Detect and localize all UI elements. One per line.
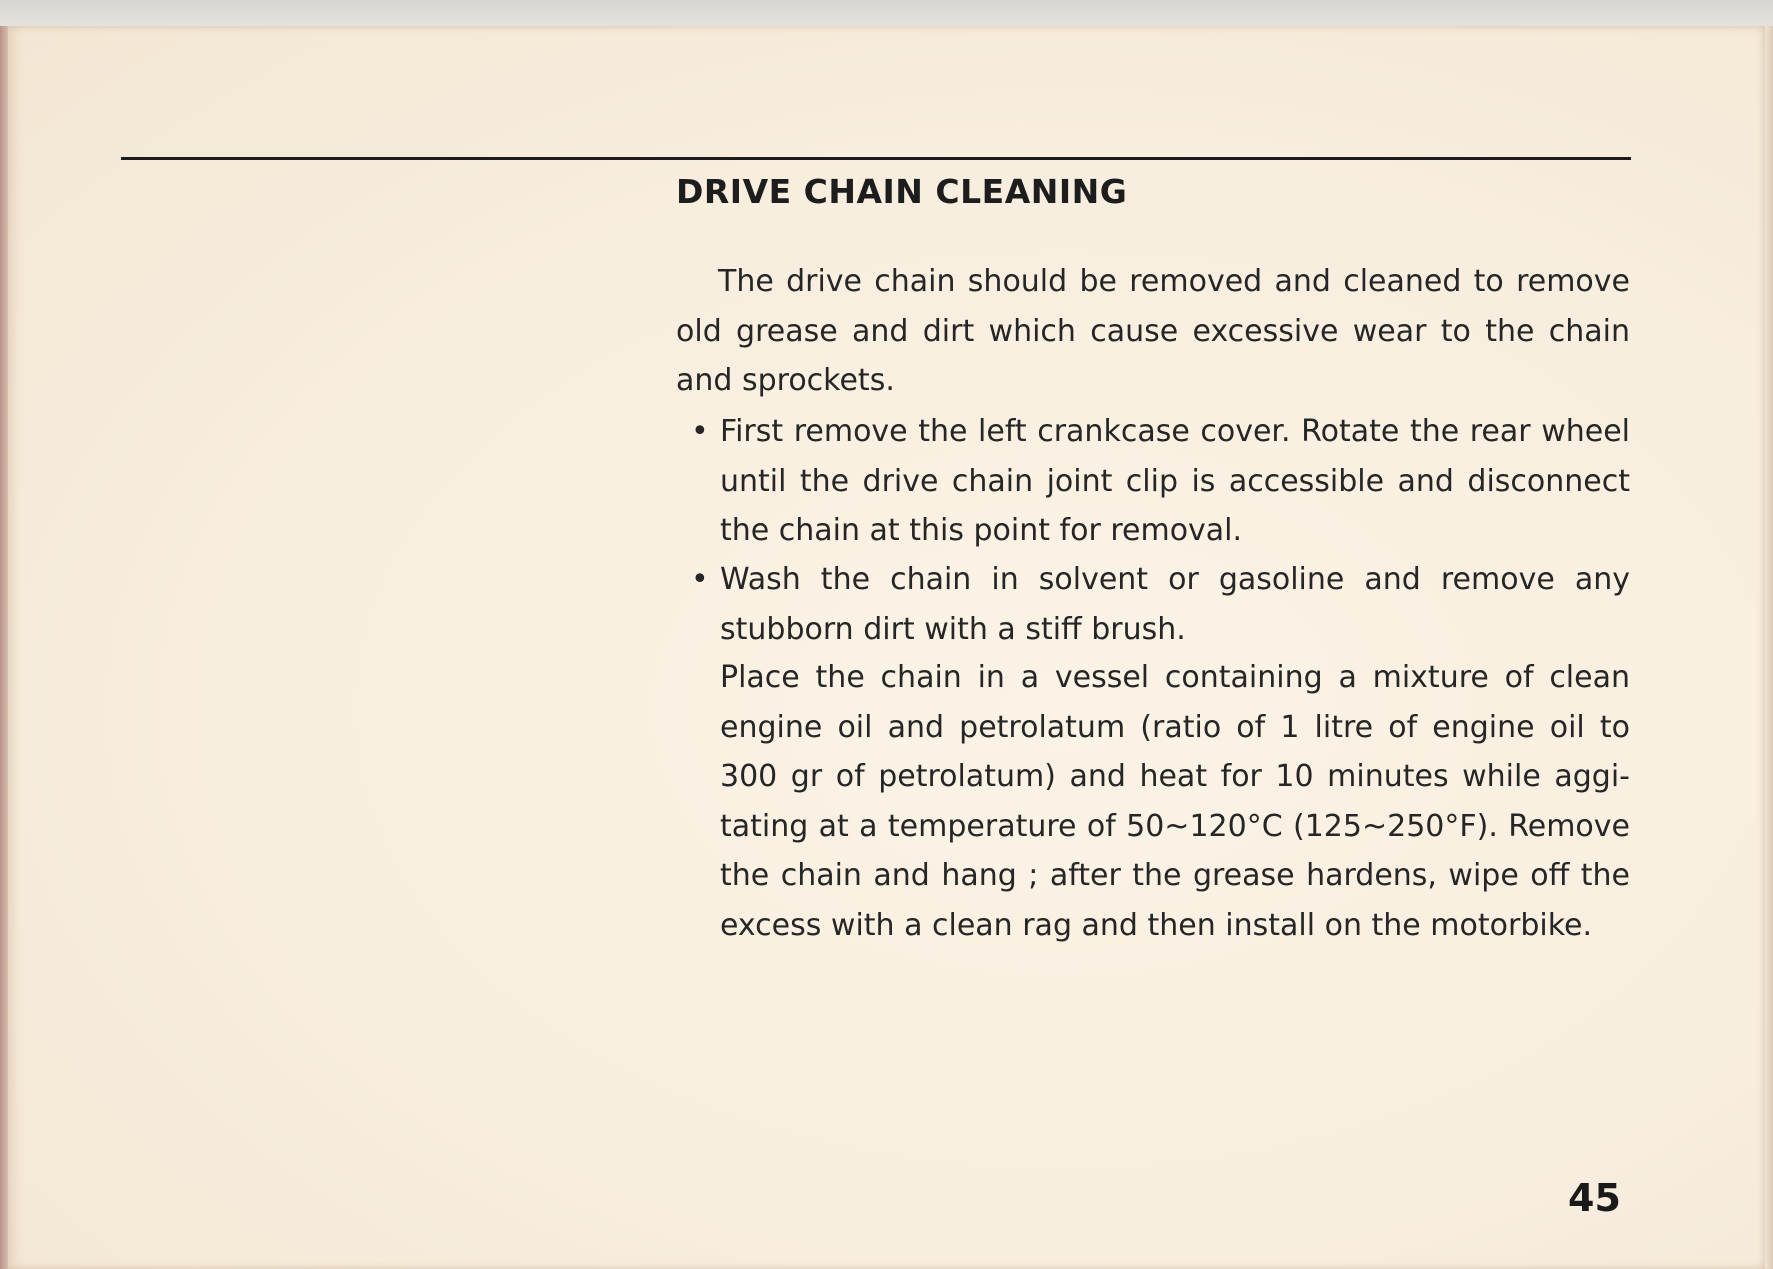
bullet-text: Wash the chain in solvent or gasoline and remove any stubborn dirt with a stiff brush. <box>720 562 1630 647</box>
intro-paragraph: The drive chain should be removed and cleaned to remove old grease and dirt which cause excessive wear to the chain and sprockets. <box>676 264 1630 398</box>
bullet-text: First remove the left crankcase cover. Rotate the rear wheel until the drive chain joint clip is accessible and disconnect the chain at this point for removal. <box>720 414 1630 548</box>
grease-procedure-paragraph: Place the chain in a vessel containing a mixture of clean engine oil and petrolatum (ratio of 1 litre of engine oil to 300 gr of petrolatum) and heat for 10 minutes while aggi-tating at a temperature of 50~120°C (125~250°F). Remove the chain and hang ; after the grease hardens, wipe off the excess with a clean rag and then install on the motorbike. <box>720 660 1630 943</box>
section-heading: DRIVE CHAIN CLEANING <box>676 172 1128 211</box>
header-rule <box>121 157 1631 160</box>
bullet-marker: • <box>691 414 709 449</box>
page-right-edge <box>1765 26 1773 1269</box>
page-number: 45 <box>1568 1176 1621 1220</box>
scan-background-top <box>0 0 1773 28</box>
bullet-marker: • <box>691 562 709 597</box>
